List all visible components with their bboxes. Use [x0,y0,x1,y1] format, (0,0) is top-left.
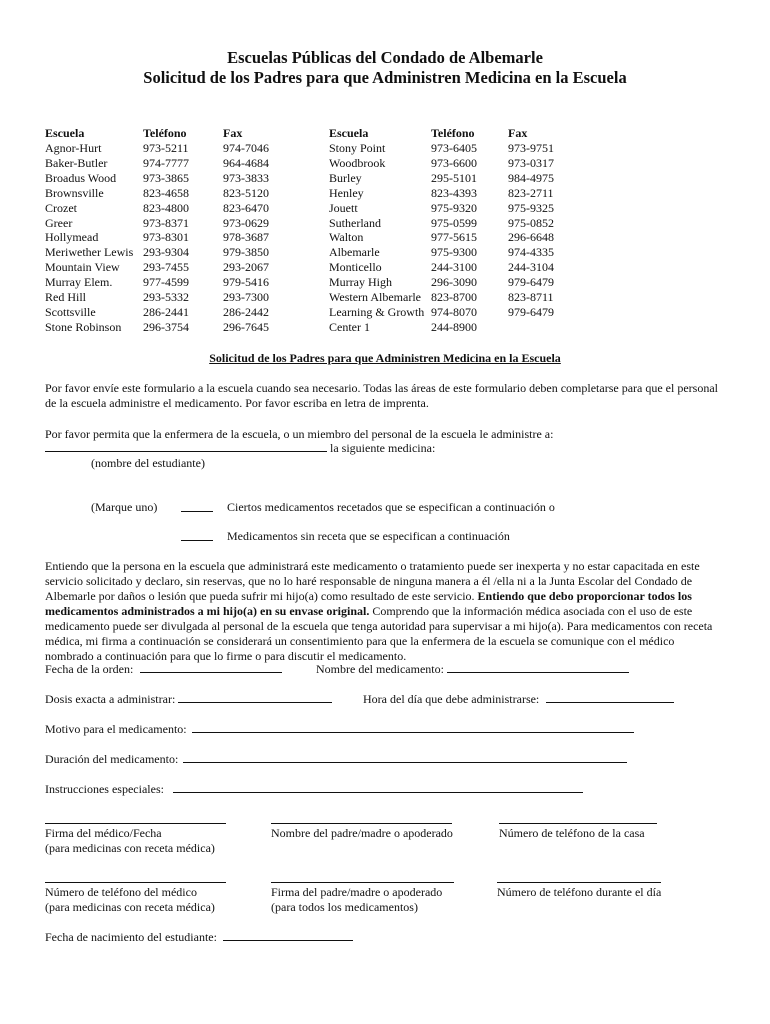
school-phone: 244-3100 [431,260,477,275]
school-phone: 296-3754 [143,319,189,334]
day-phone-label: Número de teléfono durante el día [497,885,662,899]
school-fax: 293-7300 [223,290,269,305]
school-name: Walton [329,230,364,245]
home-phone-field[interactable] [499,823,657,824]
prescription-check-field[interactable] [181,501,213,512]
school-name: Western Albemarle [329,290,421,305]
school-row [45,320,278,335]
special-instructions-label: Instrucciones especiales: [45,782,164,796]
school-name: Baker-Butler [45,155,108,170]
school-fax: 973-0629 [223,215,269,230]
mark-one-label: (Marque uno) [91,500,158,514]
parent-name-field[interactable] [271,823,452,824]
school-fax: 973-3833 [223,170,269,185]
school-name: Learning & Growth [329,304,425,319]
school-row [45,260,278,275]
birth-date-field[interactable] [223,930,353,941]
order-date-row [45,662,282,677]
school-row [45,141,278,156]
school-fax: 823-8711 [508,290,554,305]
school-name: Broadus Wood [45,170,117,185]
school-name: Stony Point [329,141,386,155]
birth-date-label: Fecha de nacimiento del estudiante: [45,930,217,944]
school-phone: 975-9320 [431,200,477,215]
doctor-signature-label: Firma del médico/Fecha [45,826,162,840]
intro-paragraph: Por favor envíe este formulario a la escuela cuando sea necesario. Todas las áreas de este formulario deben completarse para que el personal de la escuela administre el medicamento. Por favor escriba en letra de imprenta. [45,381,718,410]
school-fax: 973-0317 [508,155,554,170]
parent-signature-note: (para todos los medicamentos) [271,900,418,914]
school-phone: 973-8371 [143,215,189,230]
school-row [329,245,568,260]
time-of-day-label: Hora del día que debe administrarse: [363,692,540,706]
school-row [45,156,278,171]
school-row [329,141,568,156]
medicine-name-field[interactable] [447,662,629,673]
school-row [45,275,278,290]
parent-signature-field[interactable] [271,882,454,883]
school-name: Center 1 [329,319,370,334]
school-name: Burley [329,170,362,185]
section-title: Solicitud de los Padres para que Administren Medicina en la Escuela [209,351,561,365]
school-phone: 296-3090 [431,275,477,290]
school-phone: 293-5332 [143,290,189,305]
school-row [329,230,568,245]
school-name: Mountain View [45,260,120,275]
school-row [45,305,278,320]
school-name: Agnor-Hurt [45,141,102,155]
school-fax: 974-4335 [508,245,554,260]
column-header-school: Escuela [45,126,85,140]
exact-dose-label: Dosis exacta a administrar: [45,692,176,706]
school-fax: 979-3850 [223,245,269,260]
school-row [329,216,568,231]
day-phone-field[interactable] [497,882,661,883]
school-fax: 823-5120 [223,185,269,200]
school-row [45,201,278,216]
school-name: Jouett [329,200,358,215]
school-row [329,171,568,186]
school-fax: 823-2711 [508,185,554,200]
school-phone: 823-4393 [431,185,477,200]
option-otc-label: Medicamentos sin receta que se especifican a continuación [227,529,510,543]
time-of-day-field[interactable] [546,692,674,703]
special-instructions-field[interactable] [173,782,583,793]
doctor-signature-field[interactable] [45,823,226,824]
school-row [329,320,568,335]
doctor-phone-label: Número de teléfono del médico [45,885,197,899]
school-phone: 823-8700 [431,290,477,305]
order-date-field[interactable] [140,662,282,673]
reason-row [45,722,634,737]
school-fax: 974-7046 [223,141,269,155]
school-row [329,275,568,290]
school-name: Red Hill [45,290,86,305]
school-name: Greer [45,215,73,230]
school-row [329,186,568,201]
school-name: Brownsville [45,185,104,200]
school-row [45,290,278,305]
medicine-name-row [316,662,629,677]
school-name: Scottsville [45,304,96,319]
school-row [329,290,568,305]
school-name: Hollymead [45,230,99,245]
school-fax: 975-9325 [508,200,554,215]
school-phone: 977-4599 [143,275,189,290]
medicine-name-label: Nombre del medicamento: [316,662,444,676]
school-row [329,260,568,275]
school-phone: 973-3865 [143,170,189,185]
school-name: Woodbrook [329,155,386,170]
duration-label: Duración del medicamento: [45,752,179,766]
parent-name-label: Nombre del padre/madre o apoderado [271,826,453,840]
doctor-phone-field[interactable] [45,882,226,883]
school-fax: 975-0852 [508,215,554,230]
school-phone: 973-5211 [143,141,189,155]
parent-signature-label: Firma del padre/madre o apoderado [271,885,443,899]
home-phone-label: Número de teléfono de la casa [499,826,645,840]
school-phone: 973-6405 [431,141,477,155]
special-instructions-row [45,782,583,797]
school-row [45,186,278,201]
reason-field[interactable] [192,722,634,733]
school-name: Murray Elem. [45,275,113,290]
school-directory-left [45,126,278,335]
student-name-caption: (nombre del estudiante) [91,456,205,470]
school-phone: 286-2441 [143,304,189,319]
school-phone: 975-9300 [431,245,477,260]
duration-field[interactable] [183,752,627,763]
school-phone: 973-6600 [431,155,477,170]
original-container-statement: Entiendo que debo proporcionar todos los medicamentos administrados a mi hijo(a) en su envase original. [45,589,692,618]
school-row [329,305,568,320]
school-fax: 296-6648 [508,230,554,245]
permit-line: Por favor permita que la enfermera de la escuela, o un miembro del personal de la escuela le administre a: [45,427,554,441]
school-phone: 293-9304 [143,245,189,260]
column-header-fax: Fax [223,126,243,140]
school-name: Monticello [329,260,382,275]
school-row [329,156,568,171]
school-name: Stone Robinson [45,319,122,334]
school-phone: 973-8301 [143,230,189,245]
document-subtitle: Solicitud de los Padres para que Administren Medicina en la Escuela [143,68,627,87]
school-row [45,171,278,186]
school-name: Henley [329,185,364,200]
reason-label: Motivo para el medicamento: [45,722,187,736]
column-header-fax: Fax [508,126,528,140]
school-phone: 977-5615 [431,230,477,245]
school-fax: 244-3104 [508,260,554,275]
doctor-phone-note: (para medicinas con receta médica) [45,900,215,914]
student-name-row [45,441,435,456]
student-name-field[interactable] [45,441,327,452]
column-header-phone: Teléfono [143,126,187,140]
order-date-label: Fecha de la orden: [45,662,134,676]
exact-dose-row [45,692,332,707]
school-phone: 975-0599 [431,215,477,230]
school-fax: 984-4975 [508,170,554,185]
school-name: Sutherland [329,215,381,230]
school-row [329,201,568,216]
school-fax: 964-4684 [223,155,269,170]
school-row [45,245,278,260]
school-directory-right [329,126,568,335]
otc-check-field[interactable] [181,530,213,541]
school-name: Crozet [45,200,77,215]
following-medicine-label: la siguiente medicina: [330,441,436,455]
school-fax: 823-6470 [223,200,269,215]
school-phone: 295-5101 [431,170,477,185]
school-row [45,230,278,245]
school-fax: 286-2442 [223,304,269,319]
school-fax: 979-5416 [223,275,269,290]
column-header-phone: Teléfono [431,126,475,140]
birth-date-row [45,930,353,945]
doctor-signature-note: (para medicinas con receta médica) [45,841,215,855]
school-fax: 979-6479 [508,304,554,319]
duration-row [45,752,627,767]
school-name: Albemarle [329,245,380,260]
agreement-paragraph: Entiendo que la persona en la escuela que administrará este medicamento o tratamiento puede ser inexperta y no estar capacitada en este servicio solicitado y declaro, sin reservas, que no lo haré responsable de ninguna manera a él /ella ni a la Junta Escolar del Condado de Albemarle por daños o lesión que pueda sufrir mi hijo(a) como resultado de este servicio. Entiendo que debo proporcionar todos los medicamentos administrados a mi hijo(a) en su envase original. Comprendo que la información médica asociada con el uso de este medicamento puede ser divulgada al personal de la escuela que tenga autoridad para supervisar a mi hijo(a). Para medicamentos con receta médica, mi firma a continuación se considerará un consentimiento para que la enfermera de la escuela se comunique con el médico nombrado a continuación para que lo firme o para discutir el medicamento. [45,559,713,663]
school-phone: 293-7455 [143,260,189,275]
school-fax: 973-9751 [508,141,554,155]
school-phone: 823-4800 [143,200,189,215]
option-prescription-label: Ciertos medicamentos recetados que se especifican a continuación o [227,500,555,514]
school-fax [498,320,568,335]
school-name: Meriwether Lewis [45,245,134,260]
school-name: Murray High [329,275,392,290]
school-phone: 974-8070 [431,304,477,319]
school-fax: 979-6479 [508,275,554,290]
school-phone: 823-4658 [143,185,189,200]
school-fax: 978-3687 [223,230,269,245]
school-row [45,216,278,231]
school-phone: 974-7777 [143,155,189,170]
exact-dose-field[interactable] [178,692,332,703]
column-header-school: Escuela [329,126,369,140]
school-fax: 293-2067 [223,260,269,275]
school-fax: 296-7645 [223,319,269,334]
document-title: Escuelas Públicas del Condado de Albemarle [227,48,543,67]
school-phone: 244-8900 [431,319,477,334]
time-of-day-row [363,692,674,707]
